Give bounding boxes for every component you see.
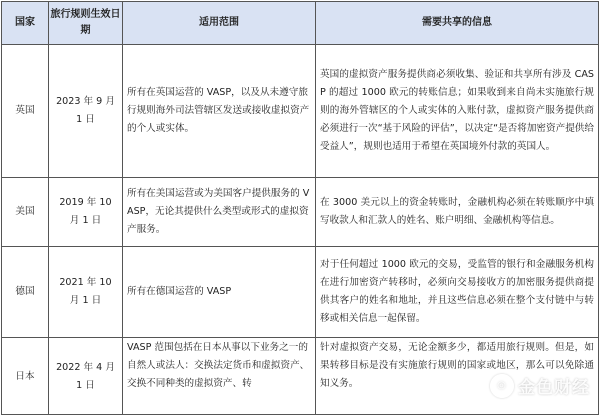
scope-cell: 所有在美国运营或为美国客户提供服务的 VASP，无论其提供什么类型或形式的虚拟资产服务。: [123, 178, 316, 247]
date-cell: 2023 年 9 月 1 日: [49, 45, 123, 178]
header-row: [2, 2, 599, 45]
scope-cell: 所有在德国运营的 VASP: [123, 247, 316, 338]
header-info: 需要共享的信息: [316, 2, 599, 45]
date-cell: 2021 年 10 月 1 日: [49, 247, 123, 338]
jinse-logo-icon: ◎: [490, 374, 514, 398]
date-cell: 2022 年 4 月 1 日: [49, 338, 123, 415]
info-cell: 针对虚拟资产交易，无论金额多少，都适用旅行规则。但是，如果转移目标是没有实施旅行规则的国家或地区，那么可以免除通知义务。: [316, 338, 599, 415]
country-cell: 德国: [2, 247, 49, 338]
header-scope: 适用范围: [123, 2, 316, 45]
date-cell: 2019 年 10 月 1 日: [49, 178, 123, 247]
watermark-text: 金色财经: [518, 378, 590, 398]
table-row: [2, 178, 599, 247]
info-cell: 对于任何超过 1000 欧元的交易，受监管的银行和金融服务机构在进行加密资产转移时，必须向交易接收方的加密服务提供商提供其客户的姓名和地址，并且这些信息必须在整个支付链中与转移或相关信息一起保留。: [316, 247, 599, 338]
travel-rule-table: [1, 1, 599, 415]
table-row: [2, 247, 599, 338]
watermark: [490, 373, 590, 398]
country-cell: 美国: [2, 178, 49, 247]
info-cell: 在 3000 美元以上的资金转账时，金融机构必须在转账顺序中填写收款人和汇款人的姓名、账户明细、金融机构等信息。: [316, 178, 599, 247]
scope-cell: 所有在英国运营的 VASP，以及从未遵守旅行规则海外司法管辖区发送或接收虚拟资产的个人或实体。: [123, 45, 316, 178]
header-country: 国家: [2, 2, 49, 45]
country-cell: 英国: [2, 45, 49, 178]
country-cell: 日本: [2, 338, 49, 415]
scope-cell: VASP 范围包括在日本从事以下业务之一的自然人或法人：交换法定货币和虚拟资产、交换不同种类的虚拟资产、转: [123, 338, 316, 415]
info-cell: 英国的虚拟资产服务提供商必须收集、验证和共享所有涉及 CASP 的超过 1000 欧元的转账信息；如果收到来自尚未实施旅行规则的海外管辖区的个人或实体的入账付款，虚拟资产服务提供商必须进行一次“基于风险的评估”，以决定“是否将加密资产提供给受益人”，规则也适用于希望在英国境外付款的英国人。: [316, 45, 599, 178]
table-row: [2, 45, 599, 178]
header-date: 旅行规则生效日期: [49, 2, 123, 45]
